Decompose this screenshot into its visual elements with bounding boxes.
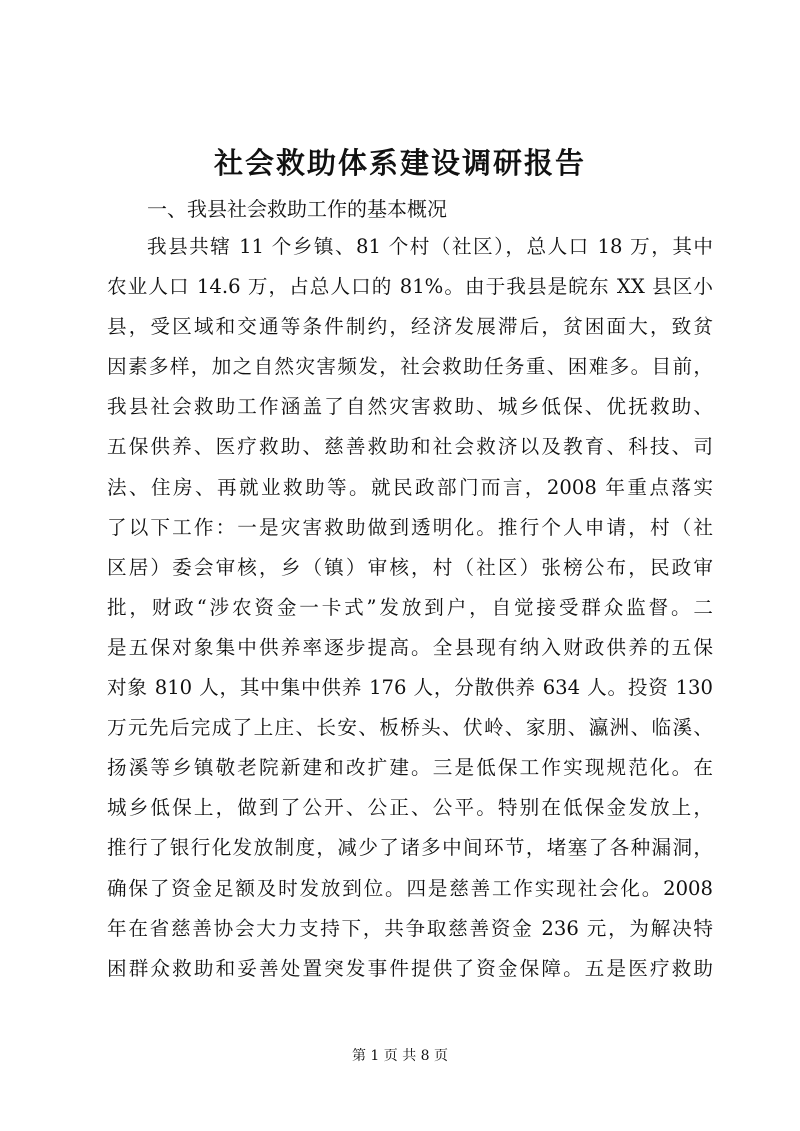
paragraph-line: 年在省慈善协会大力支持下，共争取慈善资金 236 元，为解决特: [107, 916, 713, 940]
paragraph-line: 对象 810 人，其中集中供养 176 人，分散供养 634 人。投资 130: [107, 676, 713, 700]
paragraph-line: 区居）委会审核，乡（镇）审核，村（社区）张榜公布，民政审: [107, 555, 713, 579]
paragraph-line: 县，受区域和交通等条件制约，经济发展滞后，贫困面大，致贫: [107, 315, 713, 339]
paragraph-line: 推行了银行化发放制度，减少了诸多中间环节，堵塞了各种漏洞，: [107, 836, 713, 860]
paragraph-line: 农业人口 14.6 万，占总人口的 81%。由于我县是皖东 XX 县区小: [107, 275, 713, 299]
body-paragraph: [107, 227, 713, 989]
paragraph-line: 扬溪等乡镇敬老院新建和改扩建。三是低保工作实现规范化。在: [107, 756, 713, 780]
paragraph-line: 了以下工作：一是灾害救助做到透明化。推行个人申请，村（社: [107, 515, 713, 539]
section-heading: 一、我县社会救助工作的基本概况: [147, 197, 447, 221]
paragraph-line: 城乡低保上，做到了公开、公正、公平。特别在低保金发放上，: [107, 796, 713, 820]
paragraph-line: 法、住房、再就业救助等。就民政部门而言，2008 年重点落实: [107, 475, 713, 499]
paragraph-line: 五保供养、医疗救助、慈善救助和社会救济以及教育、科技、司: [107, 435, 713, 459]
paragraph-line: 万元先后完成了上庄、长安、板桥头、伏岭、家朋、瀛洲、临溪、: [107, 716, 713, 740]
page-footer: 第 1 页 共 8 页: [351, 1048, 449, 1064]
paragraph-line: 我县共辖 11 个乡镇、81 个村（社区），总人口 18 万，其中: [147, 235, 713, 258]
paragraph-line: 我县社会救助工作涵盖了自然灾害救助、城乡低保、优抚救助、: [107, 395, 713, 419]
document-title: 社会救助体系建设调研报告: [213, 146, 586, 180]
paragraph-line: 批，财政“涉农资金一卡式”发放到户，自觉接受群众监督。二: [107, 595, 713, 619]
paragraph-line: 因素多样，加之自然灾害频发，社会救助任务重、困难多。目前，: [107, 355, 713, 379]
paragraph-line: 困群众救助和妥善处置突发事件提供了资金保障。五是医疗救助: [107, 956, 713, 980]
paragraph-line: 确保了资金足额及时发放到位。四是慈善工作实现社会化。2008: [107, 876, 713, 900]
paragraph-line: 是五保对象集中供养率逐步提高。全县现有纳入财政供养的五保: [107, 635, 713, 659]
